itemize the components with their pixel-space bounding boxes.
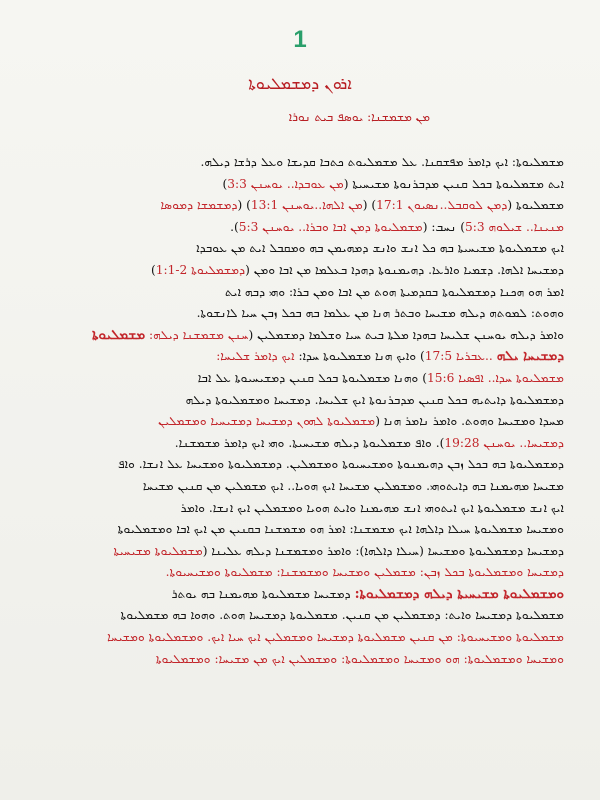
text-line <box>36 238 564 260</box>
text-line <box>36 411 564 433</box>
text-segment: ܐܝܟ ܐܢܫ ܡܫܡܠܝܘܬܐ ܐܝܟ ܐܝܬܘܗܝ ܐܢܫ ܡܗܝܡܢܐ ܘܐܝܬ ܗܘܝܐ ܘܡܫܡܠܝܢ ܐܝܟ ܐܢܫܐ. ܘܐܡܪ <box>180 500 564 515</box>
emphasis-segment: ܡܫܡܠܝܘܬܐ <box>92 326 146 343</box>
citation-segment: ܕܡܢ ܠܘܩܒܠ..ܢܣܝܘܢ 17:1 <box>376 198 508 213</box>
text-line <box>36 195 564 217</box>
text-line <box>36 541 564 563</box>
text-segment: ܕܡܫܝܚܐ ܐܠܗܐ. ܕܫܡܝܐ ܘܐܪܥܐ. ܕܗܝܡܢܘܬܐ ܕܗܕܐ ܒܥܠܡܐ ܡܢ ܐܒܐ ܘܡܢ ( <box>245 262 564 277</box>
citation-segment: ܘܡܫܝܚܐ ܘܡܫܡܠܝܘܬܐ: ܗܘ ܘܡܫܝܚܐ ܘܡܫܡܠܝܘܬܐ: ܘܡܫܡܠܝܢ ܐܝܟ ܡܢ ܡܫܝܚܐ: ܘܡܫܡܠܝܘܬܐ <box>155 651 564 666</box>
text-line <box>36 217 564 239</box>
text-line <box>36 152 564 174</box>
text-segment: ܡܫܡܠܝܘܬܐ ܕܡܫܝܚܐ ܘܐܝܬ: ܕܡܫܡܠܝܢ ܡܢ ܩܢܝܢ. ܡܫܡܠܝܘܬܐ ܕܡܫܝܚܐ ܗܘܬ. ܘܗܘܐ ܒܗ ܡܫܡܠܝܘܬܐ <box>120 608 564 623</box>
text-segment: ܡܫܝܚܐ ܡܗܝܡܢܐ ܒܗ ܕܐܝܬܘܗܝ. ܘܡܫܡܠܝܢ ܡܫܝܚܐ ܐܝܟ ܗܘܝܐ.. ܐܝܟ ܡܫܡܠܝܢ ܡܢ ܩܢܝܢ ܡܫܝܚܐ <box>142 478 564 493</box>
citation-segment: ܡܫܡܠܝܘܬܐ ܡܫܝܚܝܬܐ <box>113 543 203 558</box>
text-segment: ܕܡܫܡܠܝܘܬܐ ܕܐܝܬܝܗ ܒܟܠ ܩܢܝܢ ܡܕܒܪܢܘܬܐ ܐܝܟ ܫܠܝܚܐ. ܕܡܫܝܚܐ ܘܡܫܡܠܝܘܬܐ ܕܝܠܗ <box>185 392 564 407</box>
text-segment: ). <box>230 219 239 234</box>
text-line <box>36 368 564 390</box>
citation-segment: ܐܝܟ ܕܐܡܪ ܫܠܝܚܐ: <box>216 349 295 364</box>
text-line <box>36 584 564 606</box>
citation-segment: ..ܥܒܪܝܐ 17:5 <box>424 349 497 364</box>
text-segment: ܘܐܡܪ ܕܝܠܗ ܝܘܚܢܢ ܫܠܝܚܐ ܒܗܕܐ ܡܠܬܐ ܒܝܬ ܚܝܐ ܘܫܠܡܐ ܕܡܫܡܠܝܢ ( <box>248 327 564 342</box>
text-line <box>36 174 564 196</box>
citation-segment: ܕܡܫܝܚܐ.. ܝܘܚܢܢ 19:28 <box>444 435 564 450</box>
text-segment: ܕܡܫܝܚܐ ܕܡܫܡܠܝܘܬܐ ܘܡܫܝܚܐ (ܚܝܠܐ ܕܐܠܗܐ): ܘܐܡܪ ܘܡܫܡܫܢܐ ܕܝܠܗ ܥܠܝܢܐ ( <box>202 543 564 558</box>
text-line <box>36 519 564 541</box>
text-segment: ܘܗܘܬ: ܠܡܘܬܗ ܕܝܠܗ ܡܫܝܚܐ ܘܒܬܪ ܗܢܐ ܡܢ ܥܠܡܐ ܒܗ ܒܟܠ ܙܒܢ ܚܝܐ ܠܐܢܫܘܬܐ. <box>196 306 564 321</box>
text-line <box>36 454 564 476</box>
text-line <box>36 390 564 412</box>
page-number: 1 <box>293 26 307 53</box>
text-segment: ) ܘܐܝܟ ܗܢܐ ܡܫܡܠܝܘܬܐ ܚܕܐ: <box>294 349 425 364</box>
text-line <box>36 260 564 282</box>
text-segment: ) ( <box>362 198 377 213</box>
text-segment: ) ܘܗܢܐ ܡܫܡܠܝܘܬܐ ܒܟܠ ܩܢܝܢ ܕܡܫܝܚܝܘܬܐ ܥܠ ܐܒܐ <box>197 370 427 385</box>
text-line <box>36 303 564 325</box>
text-segment: ܡܚܕܐ ܘܡܫܝܚܐ ܘܗܘܬ. ܘܐܡܪ ܢܐܡܪ ܗܢܐ ( <box>375 414 564 429</box>
text-segment: ) ܢܚܒ: ( <box>422 219 466 234</box>
citation-segment: ܕܡܫܝܚܐ ܘܡܫܡܠܝܘܬܐ ܒܟܠ ܙܒܢ: ܡܫܡܠܝܢ ܘܡܫܝܚܐ ܘܡܫܡܫܢܐ: ܡܫܡܠܝܘܬܐ ܘܡܫܝܚܝܘܬܐ. <box>165 565 564 580</box>
text-segment: ܐܡܪ ܗܘ ܗܟܢܐ ܕܡܫܡܠܝܘܬܐ ܒܩܕܡܝܬܐ ܗܘܬ ܡܢ ܐܒܐ ܘܡܢ ܒܪܐ: ܘܗܝ ܕܒܗ ܐܝܬ <box>224 284 564 299</box>
text-segment: ܐܝܟ ܡܫܡܠܝܘܬܐ ܡܫܝܚܝܬܐ ܒܗ ܟܠ ܐܢܫ ܘܐܢܫ ܕܡܗܝܡܢ ܒܗ ܘܡܩܒܠ ܐܝܬ ܡܢ ܥܘܒܕܐ <box>196 241 564 256</box>
text-segment: ܡܫܡܠܝܘܬܐ: ܐܝܟ ܕܐܡܪ ܡܦܫܩܢܐ. ܥܠ ܡܫܡܠܝܘܬ ܟܬܒܐ ܩܕܝܫܐ ܘܥܠ ܕܪܫܐ ܕܝܠܗ. <box>200 155 564 169</box>
text-line <box>36 498 564 520</box>
text-segment: ܕܡܫܡܠܝܘܬܐ ܒܗ ܒܟܠ ܙܒܢ ܕܗܝܡܢܘܬܐ ܘܡܫܝܚܝܘܬܐ ܘܡܫܡܠܝܢ. ܕܡܫܡܠܝܘܬܐ ܘܡܫܝܚܐ ܥܠ ܐܢܫܐ. ܘܐܦ <box>117 457 564 472</box>
citation-segment: ܕܡܫܡܫܐ ܕܡܘܣܐ <box>160 198 238 213</box>
citation-segment: ܡܫܡܠܝܘܬܐ ܘܡܫܝܚܝܘܬܐ: ܡܢ ܩܢܝܢ ܡܫܡܠܝܘܬܐ ܕܡܫܝܚܐ ܘܡܫܡܠܝܢ ܐܝܟ ܚܝܐ ܐܝܟ. ܘܡܫܡܠܝܘܬܐ ܘܡܫܝܚܐ <box>107 630 564 645</box>
text-segment: ܘܡܫܝܚܐ ܡܫܡܠܝܘܬܐ ܚܝܠܐ ܕܐܠܗܐ ܐܝܟ ܡܫܡܫܢܐ: ܐܡܪ ܗܘ ܡܫܡܫܢܐ ܒܩܢܝܢ ܡܢ ܐܝܟ ܐܒܐ ܘܡܫܡܠܝܘܬܐ <box>117 522 564 537</box>
text-line <box>36 325 564 347</box>
text-segment: ) ( <box>237 198 251 213</box>
citation-segment: ܡܫܡܠܝܘܬܐ ܕܡܢ ܐܒܐ ܘܒܪܐ.. ܝܘܚܢܢ 5:3 <box>238 219 423 234</box>
citation-segment: ܡܢܝܢܐ.. ܫܝܠܘܗ 5:3 <box>465 219 564 234</box>
text-segment: ). ܘܐܦ ܡܫܡܠܝܘܬܐ ܕܝܠܗ ܡܫܝܚܝܬܐ. ܘܗܝ ܐܝܟ ܕܐܡܪ ܡܫܡܫܢܐ. <box>174 435 445 450</box>
citation-segment: ܡܫܡܠܝܘܬܐ ܠܗܘܢ ܕܡܫܝܚܐ ܕܡܫܝܚܝܐ ܘܡܫܡܠܝܢ <box>158 414 376 429</box>
text-line <box>36 562 564 584</box>
text-segment: ) <box>151 262 156 277</box>
text-line <box>36 627 564 649</box>
text-line <box>36 433 564 455</box>
text-segment: ) <box>222 176 228 191</box>
text-segment: ܐܝܬ ܡܫܡܠܝܘܬܐ ܒܟܠ ܩܢܝܢ ܡܕܒܪܢܘܬܐ ܡܫܝܚܝܬܐ ( <box>343 176 564 191</box>
text-line <box>36 605 564 627</box>
citation-segment: ܡܫܡܠܝܘܬܐ ܚܕܐ.. ܐܦܣܝܐ 15:6 <box>426 370 564 385</box>
emphasis-segment: ܕܡܫܝܚܐ ܝܠܗ <box>496 348 564 365</box>
citation-segment: ܕܡܫܡܠܝܘܬܐ 2-1:1 <box>155 262 246 277</box>
text-line <box>36 282 564 304</box>
citation-segment: ܡܢ ܥܘܒܕܐ.. ܝܘܚܢܢ 3:3 <box>227 176 344 191</box>
text-line <box>36 649 564 671</box>
citation-segment: ܡܢ ܐܠܗܐ..ܝܘܚܢܢ 13:1 <box>250 198 363 213</box>
text-segment: ܡܫܡܠܝܘܬܐ ( <box>507 198 564 213</box>
text-line <box>36 346 564 368</box>
body-text <box>36 152 564 670</box>
text-segment: ܕܡܫܝܚܐ ܡܫܡܠܝܘܬܐ ܡܗܝܡܢܐ ܒܗ ܝܘܬܪ <box>171 586 355 601</box>
document-author: ܡܢ ܡܫܡܫܢܐ: ܝܘܣܦ ܒܝܬ ܢܘܪܐ <box>288 110 430 124</box>
text-line <box>36 476 564 498</box>
emphasis-segment: ܘܡܫܡܠܝܘܬܐ ܡܫܝܚܝܬܐ ܕܝܠܗ ܕܡܫܡܠܝܘܬܐ: <box>354 585 564 602</box>
document-title: ܐܪܘܢ ܕܡܫܡܠܝܘܬܐ <box>248 74 352 93</box>
citation-segment: ܚܢܢ ܡܫܡܫܢܐ ܕܝܠܗ: <box>145 327 249 342</box>
